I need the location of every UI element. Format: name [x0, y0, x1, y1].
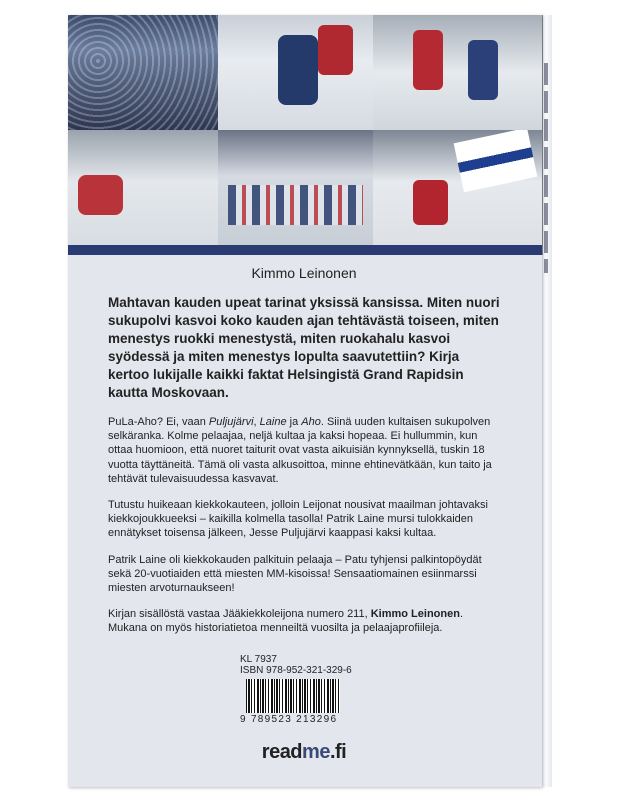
text: Kirjan sisällöstä vastaa Jääkiekkoleijona numero 211,	[108, 608, 371, 621]
photo-crowd	[68, 15, 218, 130]
publisher-logo	[108, 740, 500, 764]
paragraph-2: Tutustu huikeaan kiekkokauteen, jolloin Leijonat nousivat maailman johtavaksi kiekkojoukkueeksi – kaikilla kolmella tasolla! Patrik Laine mursi tulokkaiden ennätykset toisensa jälkeen, Jesse Puljujärvi kaappasi kaksi kultaa.	[108, 499, 488, 540]
spine-title-mark	[544, 63, 548, 273]
paragraph-4	[108, 607, 500, 635]
text: . Mukana on myös historiatietoa menneiltä vuosilta ja pelaajaprofiileja.	[108, 608, 464, 635]
photo-fallen-player	[68, 130, 218, 245]
photo-players	[373, 15, 542, 130]
text: . Siinä uuden kultaisen sukupolven selkäranka. Kolme pelaajaa, neljä kultaa ja kaksi hopeaa. Ei hullummin, kun ottaa huomioon, että nuoret taiturit ovat vasta aikuisiän kynnyksellä, tuskin 18 vuotta täyttäneitä. Tämä oli vasta alkusoittoa, minne ehtinevätkään, kun taito ja tehtävät tulevaisuudessa kasvavat.	[108, 416, 492, 485]
logo-part: read	[261, 740, 303, 763]
text: PuLa-Aho? Ei, vaan	[108, 416, 209, 428]
paragraph-1	[108, 415, 500, 486]
logo-part: me	[302, 740, 330, 763]
book-back-cover	[68, 15, 542, 787]
photo-team-celebration	[218, 130, 373, 245]
player-name: Puljujärvi	[208, 416, 254, 428]
text: ja	[286, 416, 302, 428]
logo-part: .fi	[329, 740, 347, 763]
barcode	[246, 679, 340, 713]
photo-collage	[68, 15, 542, 245]
text: ,	[253, 416, 260, 428]
author-name-bold: Kimmo Leinonen	[370, 608, 460, 621]
cover-text	[108, 265, 500, 764]
player-name: Aho	[301, 416, 321, 428]
blue-stripe	[68, 245, 542, 255]
player-name: Laine	[259, 416, 287, 428]
paragraph-3: Patrik Laine oli kiekkokauden palkituin pelaaja – Patu tyhjensi palkintopöydät sekä 20-vuotiaiden että miesten MM-kisoissa! Sensaatiomainen esiinmarssi miesten arvoturnaukseen!	[108, 553, 482, 595]
author-name: Kimmo Leinonen	[251, 265, 357, 281]
barcode-block	[240, 654, 350, 726]
barcode-number: 9 789523 213296	[240, 713, 338, 725]
photo-finnish-flag	[373, 130, 542, 245]
catalog-code: KL 7937	[240, 653, 277, 665]
isbn: ISBN 978-952-321-329-6	[240, 664, 352, 676]
photo-goalie	[218, 15, 373, 130]
intro-blurb: Mahtavan kauden upeat tarinat yksissä kansissa. Miten nuori sukupolvi kasvoi koko kauden ajan tehtävästä toiseen, miten menestys ruokki menestystä, miten ruokahalu kasvoi syödessä ja miten menestys lopulta saavutettiin? Kirja kertoo lukijalle kaikki faktat Helsingistä Grand Rapidsin kautta Moskovaan.	[108, 295, 500, 400]
